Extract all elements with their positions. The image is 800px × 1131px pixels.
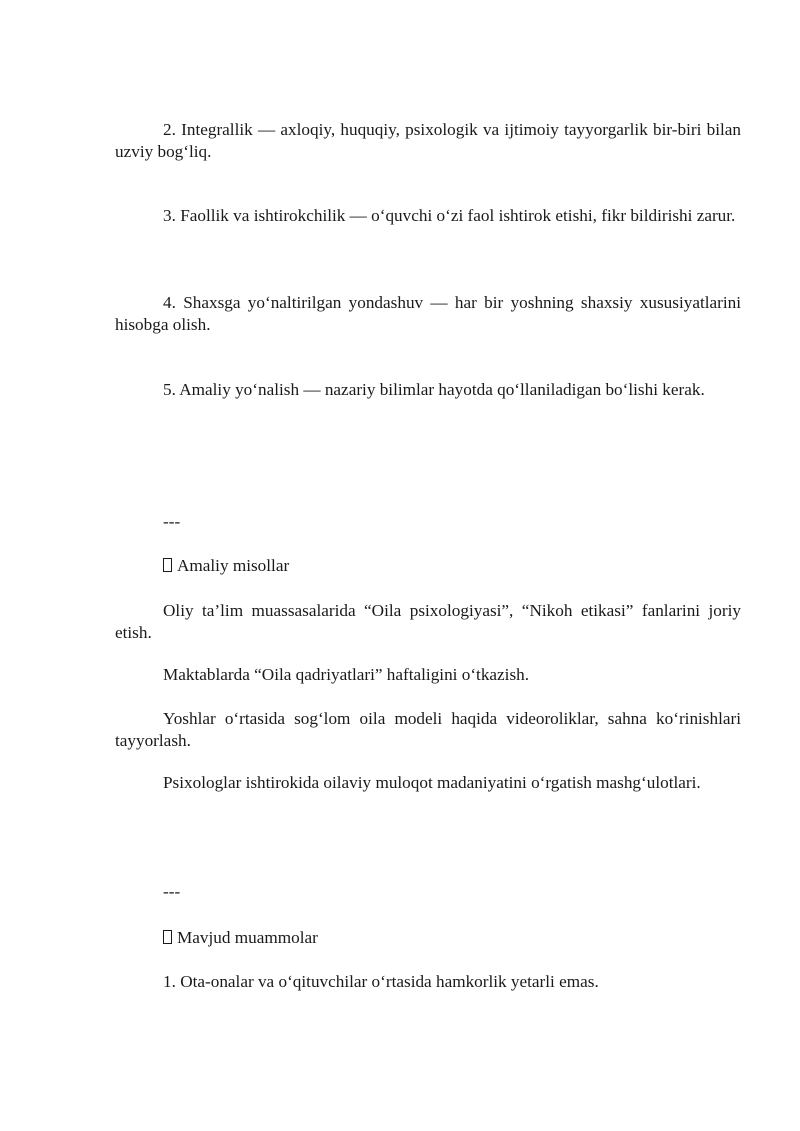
section-heading-problems <box>163 927 318 949</box>
example-item: Oliy ta’lim muassasalarida “Oila psixologiyasi”, “Nikoh etikasi” fanlarini joriy etish. <box>115 601 741 642</box>
example-item: Yoshlar o‘rtasida sog‘lom oila modeli haqida videoroliklar, sahna ko‘rinishlari tayyorlash. <box>115 709 741 750</box>
section-heading-text: Amaliy misollar <box>177 556 290 575</box>
example-item: Maktablarda “Oila qadriyatlari” haftaligini o‘tkazish. <box>163 665 530 684</box>
separator-line: --- <box>163 512 181 531</box>
principle-integrallik: 2. Integrallik — axloqiy, huquqiy, psixologik va ijtimoiy tayyorgarlik bir-biri bilan uzviy bog‘liq. <box>115 120 741 161</box>
principle-shaxsga-yonaltirilgan: 4. Shaxsga yo‘naltirilgan yondashuv — har bir yoshning shaxsiy xususiyatlarini hisobga olish. <box>115 293 741 334</box>
principle-amaliy-yonalish: 5. Amaliy yo‘nalish — nazariy bilimlar hayotda qo‘llaniladigan bo‘lishi kerak. <box>163 380 705 399</box>
separator-line: --- <box>163 882 181 901</box>
missing-glyph-box-icon <box>163 558 172 572</box>
section-heading-text: Mavjud muammolar <box>177 928 318 947</box>
missing-glyph-box-icon <box>163 930 172 944</box>
example-item: Psixologlar ishtirokida oilaviy muloqot madaniyatini o‘rgatish mashg‘ulotlari. <box>163 773 701 792</box>
principle-faollik: 3. Faollik va ishtirokchilik — o‘quvchi o‘zi faol ishtirok etishi, fikr bildirishi zarur. <box>163 206 736 225</box>
problem-item: 1. Ota-onalar va o‘qituvchilar o‘rtasida hamkorlik yetarli emas. <box>163 972 599 991</box>
section-heading-examples <box>163 555 289 577</box>
